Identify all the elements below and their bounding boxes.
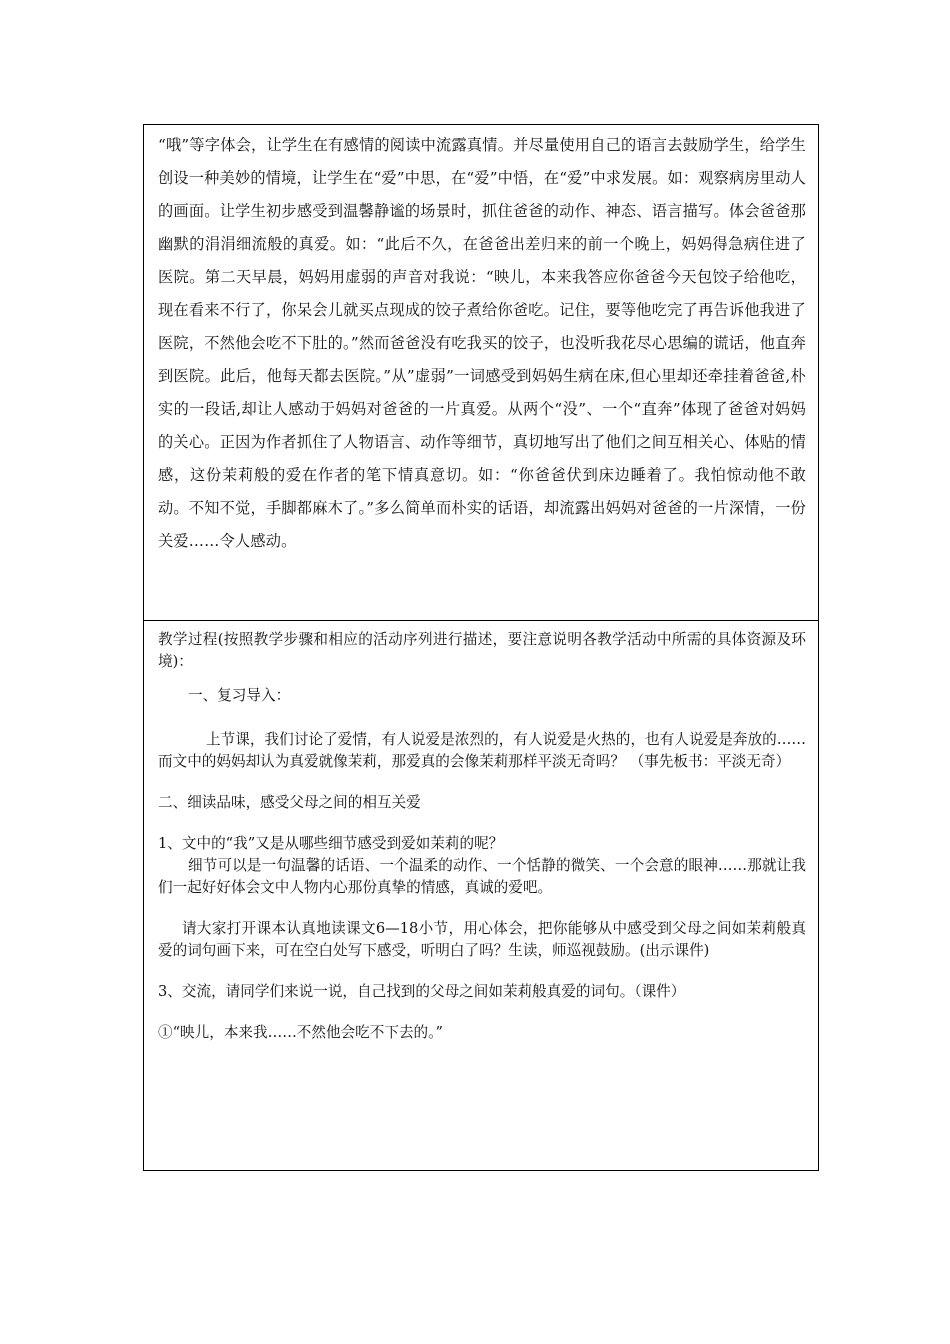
analysis-cell [144,125,818,621]
section-reading-title: 二、细读品味，感受父母之间的相互关爱 [158,794,421,811]
teaching-process-cell [144,621,818,1170]
section-review-title: 一、复习导入： [188,687,291,704]
reading-instruction: 请大家打开课本认真地读课文6—18小节，用心体会，把你能够从中感受到父母之间如茉莉般真爱的词句画下来，可在空白处写下感受，听明白了吗？生读，师巡视鼓励。(出示课件) [158,920,806,959]
lesson-plan-table [143,124,819,1171]
question-1-text: 细节可以是一句温馨的话语、一个温柔的动作、一个恬静的微笑、一个会意的眼神……那就让我们一起好好体会文中人物内心那份真挚的情感，真诚的爱吧。 [158,857,806,896]
question-1: 1、文中的“我”又是从哪些细节感受到爱如茉莉的呢？ [158,835,504,852]
question-3: 3、交流，请同学们来说一说，自己找到的父母之间如茉莉般真爱的词句。（课件） [158,983,686,1000]
teaching-process-heading: 教学过程(按照教学步骤和相应的活动序列进行描述，要注意说明各教学活动中所需的具体资源及环境)： [158,631,806,670]
section-review-text: 上节课，我们讨论了爱情，有人说爱是浓烈的，有人说爱是火热的，也有人说爱是奔放的……而文中的妈妈却认为真爱就像茉莉，那爱真的会像茉莉那样平淡无奇吗？ （事先板书：平淡无奇） [158,731,806,770]
analysis-paragraph: “哦”等字体会，让学生在有感情的阅读中流露真情。并尽量使用自己的语言去鼓励学生，给学生创设一种美妙的情境，让学生在“爱”中思，在“爱”中悟，在“爱”中求发展。如：观察病房里动人的画面。让学生初步感受到温馨静谧的场景时，抓住爸爸的动作、神态、语言描写。体会爸爸那幽默的涓涓细流般的真爱。如：“此后不久，在爸爸出差归来的前一个晚上，妈妈得急病住进了医院。第二天早晨，妈妈用虚弱的声音对我说：“映儿，本来我答应你爸爸今天包饺子给他吃，现在看来不行了，你呆会儿就买点现成的饺子煮给你爸吃。记住，要等他吃完了再告诉他我进了医院，不然他会吃不下肚的。”然而爸爸没有吃我买的饺子，也没听我花尽心思编的谎话，他直奔到医院。此后，他每天都去医院。”从”虚弱”一词感受到妈妈生病在床,但心里却还牵挂着爸爸,朴实的一段话,却让人感动于妈妈对爸爸的一片真爱。从两个“没”、一个“直奔”体现了爸爸对妈妈的关心。正因为作者抓住了人物语言、动作等细节，真切地写出了他们之间互相关心、体贴的情感，这份茉莉般的爱在作者的笔下情真意切。如：“你爸爸伏到床边睡着了。我怕惊动他不敢动。不知不觉，手脚都麻木了。”多么简单而朴实的话语，却流露出妈妈对爸爸的一片深情，一份关爱……令人感动。 [158,136,806,550]
quote-1: ①“映儿，本来我……不然他会吃不下去的。” [158,1024,443,1041]
